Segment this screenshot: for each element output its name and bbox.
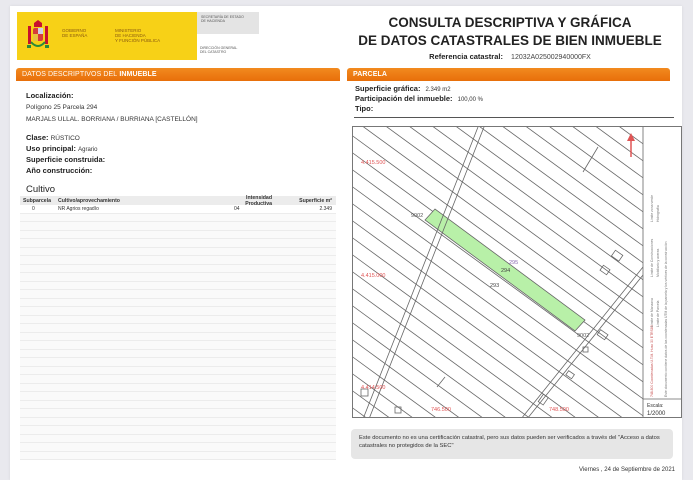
cell-superficie: 2.349 — [319, 205, 332, 212]
table-row-empty — [20, 367, 336, 376]
col-cultivo: Cultivo/aprovechamiento — [58, 197, 120, 204]
disclaimer-note: Este documento no es una certificación catastral, pero sus datos pueden ser verificados a través del "Acceso a datos catastrales no protegidos de la SEC" — [351, 429, 673, 459]
table-header — [20, 196, 336, 205]
participacion-label: Participación del inmueble: — [355, 94, 453, 103]
superficie-grafica-field — [355, 84, 451, 93]
legend-line-3: Mobiliario y aceras — [656, 248, 660, 277]
clase-label: Clase: — [26, 133, 49, 142]
table-row-empty — [20, 248, 336, 257]
legend-line-0: Límite de Manzana — [650, 298, 654, 327]
table-row-empty — [20, 273, 336, 282]
legend-line-4: Límite zona verde — [650, 195, 654, 222]
table-row-empty — [20, 307, 336, 316]
col-subparcela: Subparcela — [23, 197, 51, 204]
table-row-empty — [20, 299, 336, 308]
document-date: Viernes , 24 de Septiembre de 2021 — [579, 467, 675, 473]
uso-field — [26, 144, 97, 153]
scale-value: 1/2000 — [647, 411, 666, 417]
section-bar-parcela — [347, 68, 670, 81]
map-label-road-top: 9002 — [411, 213, 424, 219]
table-row-empty — [20, 290, 336, 299]
table-row-empty — [20, 333, 336, 342]
referencia-catastral — [350, 52, 670, 61]
table-row-empty — [20, 435, 336, 444]
superficie-grafica-value: 2.349 m2 — [425, 87, 451, 93]
government-logo — [17, 12, 197, 60]
cell-intensidad: 04 — [234, 205, 240, 212]
map-label-parcel-295: 295 — [509, 260, 519, 266]
legend-line-5: Hidrografía — [656, 205, 660, 222]
map-label-parcel-294: 294 — [501, 268, 511, 274]
coat-of-arms-icon — [27, 20, 49, 50]
table-row-empty — [20, 316, 336, 325]
descriptive-panel — [16, 81, 340, 461]
table-row-empty — [20, 384, 336, 393]
section-title-parcela: PARCELA — [353, 71, 388, 78]
table-row-empty — [20, 452, 336, 461]
cultivo-title: Cultivo — [26, 184, 56, 195]
table-row — [20, 205, 336, 214]
table-row-empty — [20, 392, 336, 401]
secretaria-label: SECRETARÍA DE ESTADO DE HACIENDA — [197, 12, 259, 34]
col-superficie: Superficie m² — [299, 197, 332, 204]
table-row-empty — [20, 256, 336, 265]
cadastral-map — [352, 126, 682, 418]
table-row-empty — [20, 350, 336, 359]
col-intensidad: Intensidad Productiva — [245, 194, 272, 207]
cell-cultivo: NR Agrios regadío — [58, 205, 99, 212]
map-coord-x2: 748.500 — [549, 407, 569, 413]
map-coord-y1: 4.415.500 — [361, 160, 386, 166]
map-coord-x1: 746.500 — [431, 407, 451, 413]
divider — [354, 117, 674, 118]
superficie-grafica-label: Superficie gráfica: — [355, 84, 421, 93]
government-label: GOBIERNO DE ESPAÑA — [62, 28, 88, 38]
map-coord-y3: 4.414.500 — [361, 385, 386, 391]
ref-label: Referencia catastral: — [429, 52, 503, 61]
table-row-empty — [20, 222, 336, 231]
table-row-empty — [20, 358, 336, 367]
table-row-empty — [20, 341, 336, 350]
ref-value: 12032A025002940000FX — [511, 54, 591, 61]
participacion-field — [355, 94, 483, 103]
tipo-label: Tipo: — [355, 104, 374, 113]
table-row-empty — [20, 282, 336, 291]
direccion-label: DIRECCIÓN GENERAL DEL CATASTRO — [200, 46, 238, 54]
section-title-prefix: DATOS DESCRIPTIVOS DEL — [22, 71, 118, 78]
table-row-empty — [20, 409, 336, 418]
map-coord-y2: 4.415.000 — [361, 273, 386, 279]
document-page — [10, 6, 682, 480]
section-bar-descriptive — [16, 68, 340, 81]
scale-label: Escala: — [647, 403, 664, 409]
table-row-empty — [20, 214, 336, 223]
clase-field — [26, 133, 80, 142]
map-label-parcel-293: 293 — [490, 283, 500, 289]
localizacion-line2: MARJALS ULLAL. BORRIANA / BURRIANA [CASTELLÓN] — [26, 116, 198, 123]
table-row-empty — [20, 418, 336, 427]
cell-subparcela: 0 — [32, 205, 35, 212]
table-row-empty — [20, 401, 336, 410]
north-arrow-icon — [627, 133, 635, 157]
table-row-empty — [20, 324, 336, 333]
anio-construccion-label: Año construcción: — [26, 166, 93, 175]
legend-line-1: Límite de Parcela — [656, 300, 660, 327]
cultivo-table — [20, 196, 336, 460]
legend-line-2: Límite de Construcciones — [650, 238, 654, 277]
table-row-empty — [20, 265, 336, 274]
legend-note: Este documento contiene datos de las coordenadas UTM de la parcela y los vértices de la construcción — [664, 241, 668, 397]
table-row-empty — [20, 426, 336, 435]
localizacion-label: Localización: — [26, 91, 74, 100]
map-drawing — [353, 127, 682, 418]
ministry-label: MINISTERIO DE HACIENDA Y FUNCIÓN PÚBLICA — [115, 28, 161, 43]
table-row-empty — [20, 443, 336, 452]
uso-value: Agrario — [78, 147, 98, 153]
section-title-bold: INMUEBLE — [119, 71, 157, 78]
superficie-construida-label: Superficie construida: — [26, 155, 106, 164]
uso-label: Uso principal: — [26, 144, 77, 153]
table-row-empty — [20, 375, 336, 384]
participacion-value: 100,00 % — [457, 97, 483, 103]
map-label-road-bottom: 9002 — [577, 333, 590, 339]
document-title: CONSULTA DESCRIPTIVA Y GRÁFICA DE DATOS CATASTRALES DE BIEN INMUEBLE — [358, 15, 662, 48]
table-row-empty — [20, 231, 336, 240]
clase-value: RÚSTICO — [50, 135, 80, 142]
table-row-empty — [20, 239, 336, 248]
localizacion-line1: Polígono 25 Parcela 294 — [26, 104, 98, 111]
empty-rows — [20, 214, 336, 461]
legend-coords: 748.800 Coordenadas U.T.M. Huso 30 ETRS89 — [650, 325, 654, 397]
